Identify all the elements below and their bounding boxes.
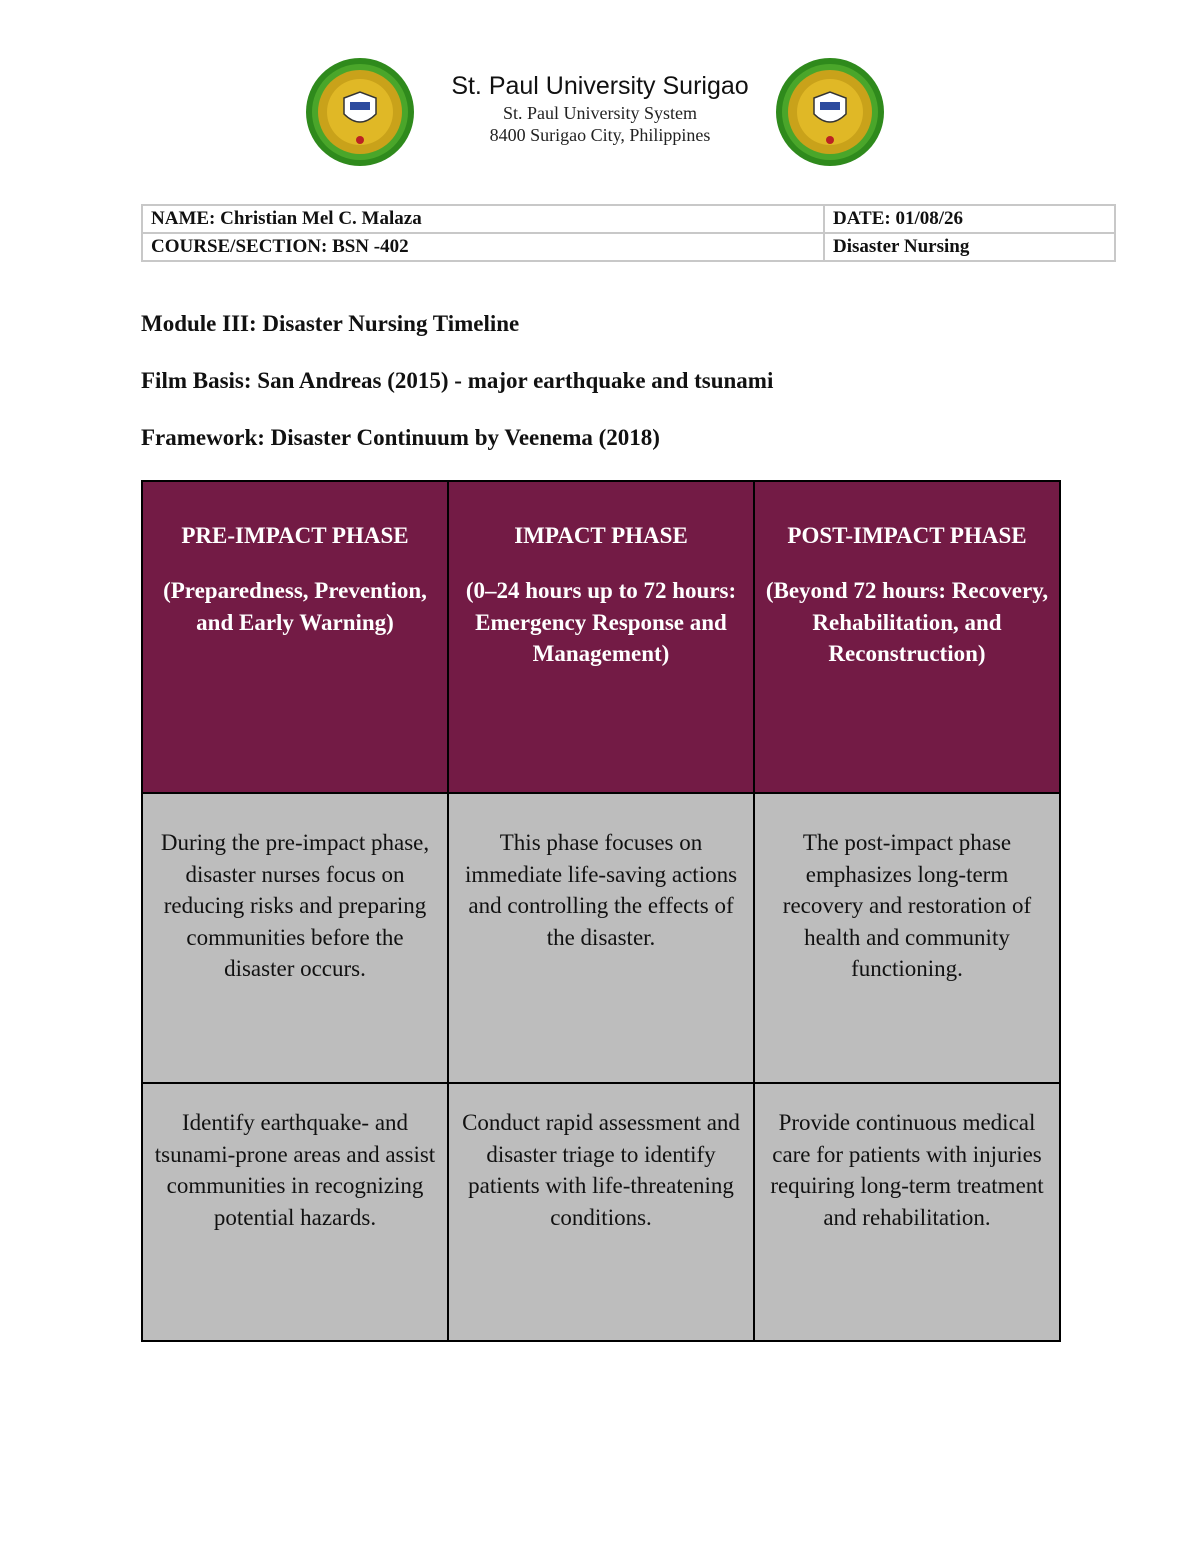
phase-description: This phase focuses on immediate life-saving actions and controlling the effects of the disaster. bbox=[448, 793, 754, 1083]
phase-subtitle: (Beyond 72 hours: Recovery, Rehabilitation, and Reconstruction) bbox=[765, 578, 1049, 666]
phase-task: Provide continuous medical care for patients with injuries requiring long-term treatment and rehabilitation. bbox=[754, 1083, 1060, 1341]
university-address: 8400 Surigao City, Philippines bbox=[489, 125, 711, 145]
phase-description: The post-impact phase emphasizes long-term recovery and restoration of health and community functioning. bbox=[754, 793, 1060, 1083]
submission-date: DATE: 01/08/26 bbox=[824, 205, 1115, 233]
student-info-table bbox=[141, 204, 1116, 262]
university-seal-icon bbox=[774, 56, 886, 168]
phase-title: POST-IMPACT PHASE bbox=[787, 523, 1027, 548]
phase-title: PRE-IMPACT PHASE bbox=[181, 523, 409, 548]
phase-subtitle: (0–24 hours up to 72 hours: Emergency Response and Management) bbox=[465, 578, 737, 666]
phase-subtitle: (Preparedness, Prevention, and Early Warning) bbox=[163, 578, 427, 635]
phase-task: Conduct rapid assessment and disaster triage to identify patients with life-threatening conditions. bbox=[448, 1083, 754, 1341]
framework: Framework: Disaster Continuum by Veenema (2018) bbox=[141, 425, 660, 450]
student-name: NAME: Christian Mel C. Malaza bbox=[142, 205, 824, 233]
phase-task: Identify earthquake- and tsunami-prone areas and assist communities in recognizing potential hazards. bbox=[142, 1083, 448, 1341]
disaster-timeline-table bbox=[141, 480, 1061, 1342]
university-name: St. Paul University Surigao bbox=[451, 72, 749, 100]
phase-header-pre-impact bbox=[142, 481, 448, 793]
course-section: COURSE/SECTION: BSN -402 bbox=[142, 233, 824, 261]
phase-header-post-impact bbox=[754, 481, 1060, 793]
university-seal-icon bbox=[304, 56, 416, 168]
subject-name: Disaster Nursing bbox=[824, 233, 1115, 261]
phase-title: IMPACT PHASE bbox=[514, 523, 688, 548]
phase-description: During the pre-impact phase, disaster nurses focus on reducing risks and preparing communities before the disaster occurs. bbox=[142, 793, 448, 1083]
film-basis: Film Basis: San Andreas (2015) - major earthquake and tsunami bbox=[141, 368, 774, 393]
module-title: Module III: Disaster Nursing Timeline bbox=[141, 311, 520, 336]
phase-header-impact bbox=[448, 481, 754, 793]
university-system: St. Paul University System bbox=[502, 103, 697, 123]
